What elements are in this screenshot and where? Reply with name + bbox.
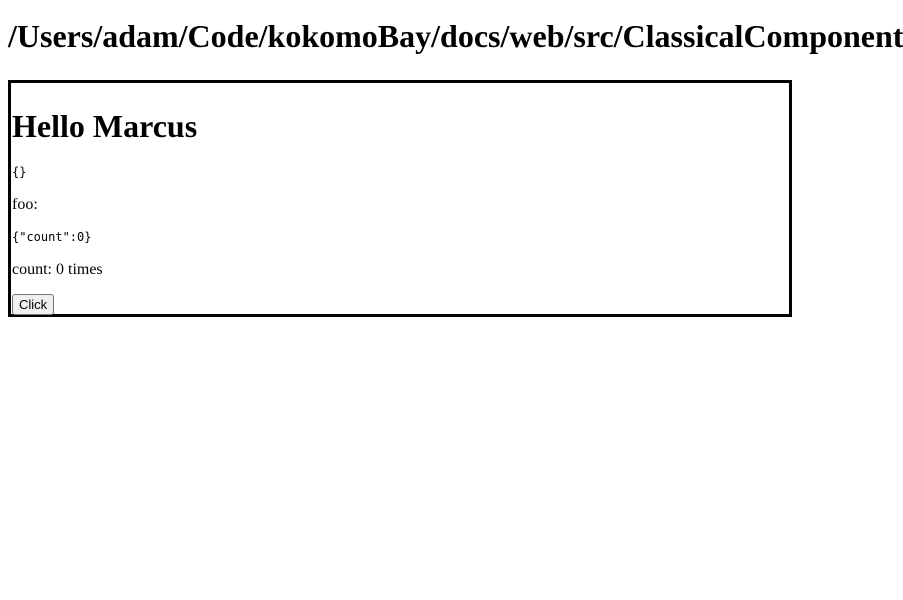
state-json: {"count":0} — [12, 230, 92, 244]
greeting-heading: Hello Marcus — [12, 108, 198, 144]
count-text: count: 0 times — [12, 261, 103, 278]
page-path-heading: /Users/adam/Code/kokomoBay/docs/web/src/ClassicalComponent — [8, 18, 903, 54]
props-json: {} — [12, 165, 27, 179]
click-button[interactable]: Click — [12, 294, 54, 315]
component-container — [8, 80, 792, 317]
foo-label: foo: — [12, 196, 38, 213]
